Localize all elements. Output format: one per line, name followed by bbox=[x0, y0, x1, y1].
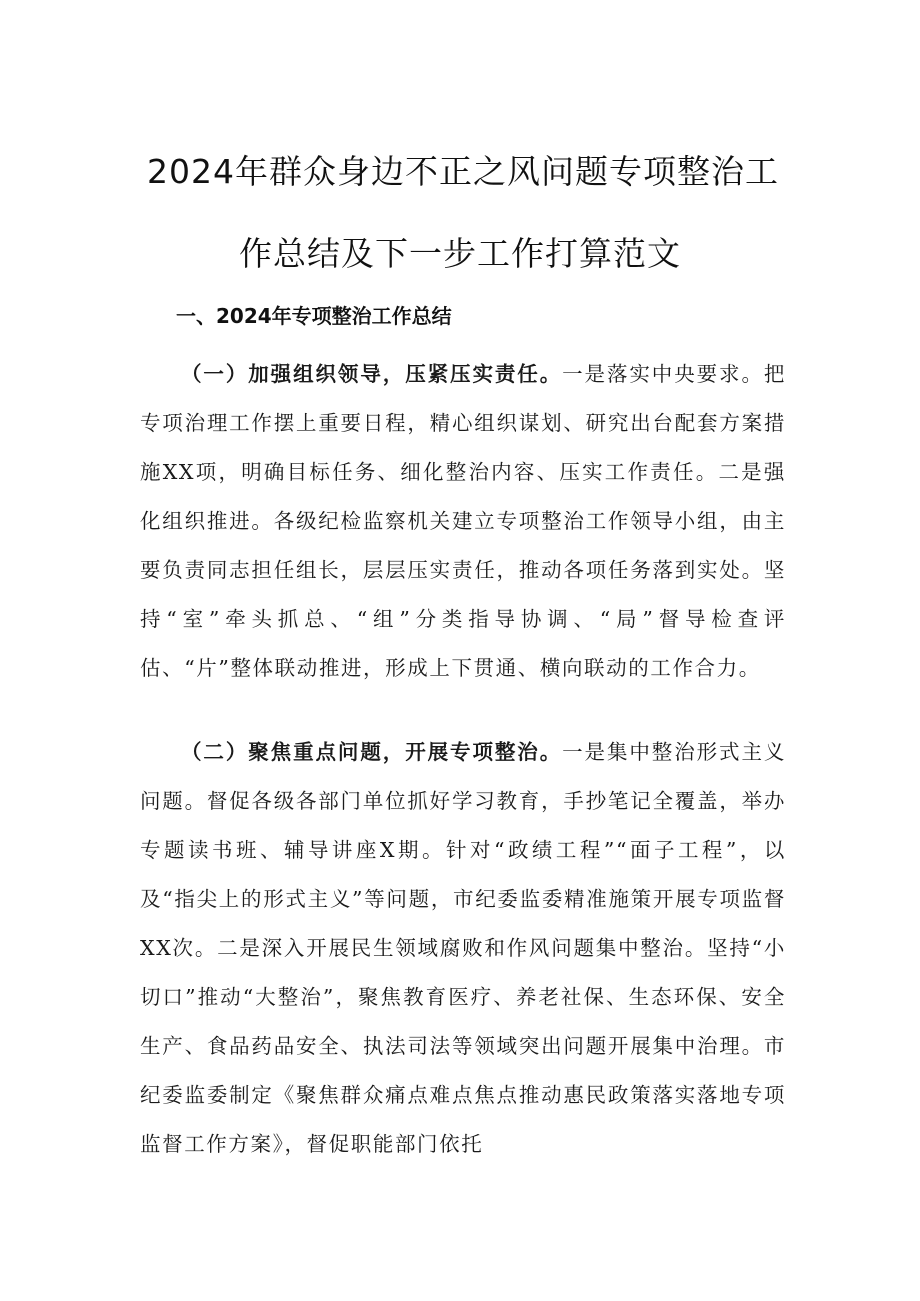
paragraph-2-body: 一是集中整治形式主义问题。督促各级各部门单位抓好学习教育，手抄笔记全覆盖，举办专题读书班、辅导讲座X期。针对“政绩工程”“面子工程”，以及“指尖上的形式主义”等问题，市纪委监委精准施策开展专项监督XX次。二是深入开展民生领域腐败和作风问题集中整治。坚持“小切口”推动“大整治”，聚焦教育医疗、养老社保、生态环保、安全生产、食品药品安全、执法司法等领域突出问题开展集中治理。市纪委监委制定《聚焦群众痛点难点焦点推动惠民政策落实落地专项监督工作方案》，督促职能部门依托 bbox=[140, 740, 786, 1156]
paragraph-1-lead: （一）加强组织领导，压紧压实责任。 bbox=[181, 362, 563, 386]
section-heading: 一、2024年专项整治工作总结 bbox=[176, 304, 452, 328]
paragraph-2-lead: （二）聚焦重点问题，开展专项整治。 bbox=[181, 740, 563, 764]
paragraph-1 bbox=[140, 350, 786, 693]
paragraph-1-body: 一是落实中央要求。把专项治理工作摆上重要日程，精心组织谋划、研究出台配套方案措施XX项，明确目标任务、细化整治内容、压实工作责任。二是强化组织推进。各级纪检监察机关建立专项整治工作领导小组，由主要负责同志担任组长，层层压实责任，推动各项任务落到实处。坚持“室”牵头抓总、“组”分类指导协调、“局”督导检查评估、“片”整体联动推进，形成上下贯通、横向联动的工作合力。 bbox=[140, 362, 786, 680]
document-title-line-2: 作总结及下一步工作打算范文 bbox=[239, 234, 681, 273]
paragraph-2 bbox=[140, 728, 786, 1169]
document-title-line-1: 2024年群众身边不正之风问题专项整治工 bbox=[147, 152, 779, 191]
